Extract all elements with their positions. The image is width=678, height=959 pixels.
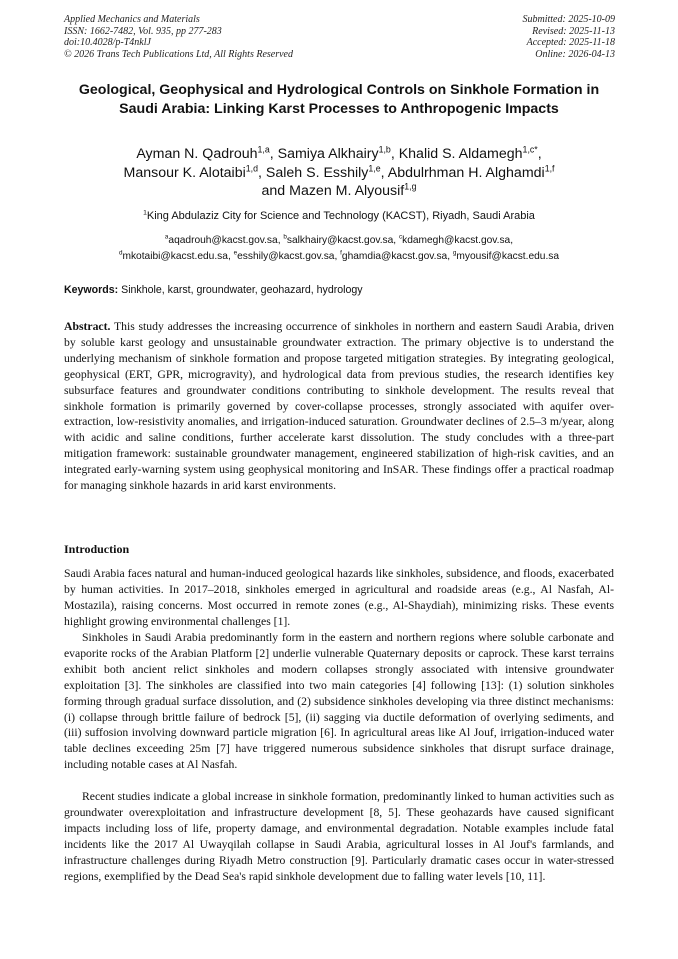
online-date: Online: 2026-04-13 xyxy=(535,48,615,60)
publication-dates xyxy=(523,14,616,60)
author: and Mazen M. Alyousif$^{1,g}$ xyxy=(261,181,417,199)
journal-info xyxy=(64,14,293,60)
abstract-text: This study addresses the increasing occurrence of sinkholes in northern and eastern Saudi Arabia, driven by soluble karst geology and unsustainable groundwater extraction. The primary objective is to understand the underlying mechanism of sinkhole formation and propose targeted mitigation strategies. By integrating geological, geophysical (ERT, GPR, microgravity), and hydrological data from previous studies, the research identifies key subsurface features and groundwater conditions contributing to sinkhole development. The results reveal that sinkhole formation is primarily governed by cover-collapse processes, strongly associated with aquifer over-extraction, low-resistivity anomalies, and irrigation-induced saturation. Groundwater declines of 2.5–3 m/year, along with acidic and saline conditions, further accelerate karst dissolution. The study concludes with a three-part mitigation framework: sustainable groundwater management, engineered stabilization of high-risk cavities, and an integrated early-warning system using geophysical monitoring and InSAR. These findings offer a practical roadmap for managing sinkhole hazards in arid karst environments. xyxy=(64,320,614,493)
email-link[interactable]: $^g$myousif@kacst.edu.sa xyxy=(452,249,560,262)
email-link[interactable]: $^a$aqadrouh@kacst.gov.sa xyxy=(164,233,278,246)
email-list: $^a$aqadrouh@kacst.gov.sa, $^b$salkhairy@kacst.gov.sa, $^c$kdamegh@kacst.gov.sa, $^d$mkotaibi@kacst.edu.sa, $^e$esshily@kacst.gov.sa, $^f$ghamdia@kacst.gov.sa, $^g$myousif@kacst.edu.sa xyxy=(118,233,560,262)
doi-line[interactable]: doi:10.4028/p-T4nklJ xyxy=(64,37,151,48)
author: Ayman N. Qadrouh$^{1,a}$, xyxy=(136,144,278,162)
section-heading: Introduction xyxy=(64,542,130,556)
journal-name: Applied Mechanics and Materials xyxy=(64,14,200,25)
author: Mansour K. Alotaibi$^{1,d}$, xyxy=(123,162,266,181)
paragraph: Recent studies indicate a global increase in sinkhole formation, predominantly linked to human activities such as groundwater overexploitation and infrastructure development [8, 5]. These geohazards have caused significant impacts including loss of life, property damage, and environmental degradation. Notable examples include fatal incidents like the 2017 Al Uwayqilah collapse in Saudi Arabia, agricultural losses in Al Jouf's farmlands, and infrastructure challenges during Riyadh Metro construction [9]. Particularly dramatic cases occur in water-stressed regions, exemplified by the Dead Sea's rapid sinkhole development due to falling water levels [10, 11]. xyxy=(64,790,614,883)
author: Khalid S. Aldamegh$^{1,c*}$, xyxy=(398,144,542,162)
author-list xyxy=(60,145,618,201)
revised-date: Revised: 2025-11-13 xyxy=(532,25,615,37)
abstract-label: Abstract. xyxy=(64,320,111,333)
copyright-line: © 2026 Trans Tech Publications Ltd, All Rights Reserved xyxy=(64,48,293,60)
abstract xyxy=(64,319,614,494)
author: Abdulrhman H. Alghamdi$^{1,f}$ xyxy=(387,162,555,181)
email-link[interactable]: $^b$salkhairy@kacst.gov.sa xyxy=(283,233,394,246)
author: Samiya Alkhairy$^{1,b}$, xyxy=(277,144,399,162)
submitted-date: Submitted: 2025-10-09 xyxy=(522,14,615,25)
paper-title: Geological, Geophysical and Hydrological Controls on Sinkhole Formation in Saudi Arabia: Linking Karst Processes to Anthropogenic Impacts xyxy=(78,82,600,117)
email-link[interactable]: $^d$mkotaibi@kacst.edu.sa xyxy=(118,249,228,262)
email-link[interactable]: $^f$ghamdia@kacst.gov.sa xyxy=(340,249,448,262)
paragraph: Saudi Arabia faces natural and human-induced geological hazards like sinkholes, subsidence, and floods, exacerbated by human activities. In 2017–2018, sinkholes emerged in agricultural and roadside areas (e.g., Al Nasfah, Al-Mostazila), raising concerns. Most occurred in remote zones (e.g., Al-Shaydiah), minimizing risks. These events highlight growing environmental challenges [1]. xyxy=(64,567,614,628)
email-link[interactable]: $^e$esshily@kacst.gov.sa xyxy=(233,249,335,262)
issn-line: ISSN: 1662-7482, Vol. 935, pp 277-283 xyxy=(64,25,222,37)
paragraph: Sinkholes in Saudi Arabia predominantly form in the eastern and northern regions where soluble carbonate and evaporite rocks of the Arabian Platform [2] underlie vulnerable Quaternary deposits or caprock. These karst terrains exhibit both ancient relict sinkholes and modern collapses strongly associated with intensive groundwater exploitation [3]. The sinkholes are classified into two main categories [4] following [13]: (1) solution sinkholes forming through gradual surface dissolution, and (2) subsidence sinkholes developing via three distinct mechanisms: (i) collapse through brittle failure of bedrock [5], (ii) sagging via ductile deformation of overlying sediments, and (iii) suffosion involving downward particle migration [6]. In agricultural areas like Al Jouf, irrigation-induced water table declines exceeding 25m [7] have triggered numerous subsidence sinkholes that disrupt surface drainage, including notable cases at Al Nasfah. xyxy=(64,631,614,772)
keywords-text: Sinkhole, karst, groundwater, geohazard, hydrology xyxy=(121,284,363,296)
accepted-date: Accepted: 2025-11-18 xyxy=(526,37,615,48)
affiliation: $^1$King Abdulaziz City for Science and Technology (KACST), Riyadh, Saudi Arabia xyxy=(143,209,535,222)
author: Saleh S. Esshily$^{1,e}$, xyxy=(265,162,388,181)
keywords-label: Keywords: xyxy=(64,284,119,296)
keywords xyxy=(64,283,616,297)
email-link[interactable]: $^c$kdamegh@kacst.gov.sa xyxy=(398,233,511,246)
